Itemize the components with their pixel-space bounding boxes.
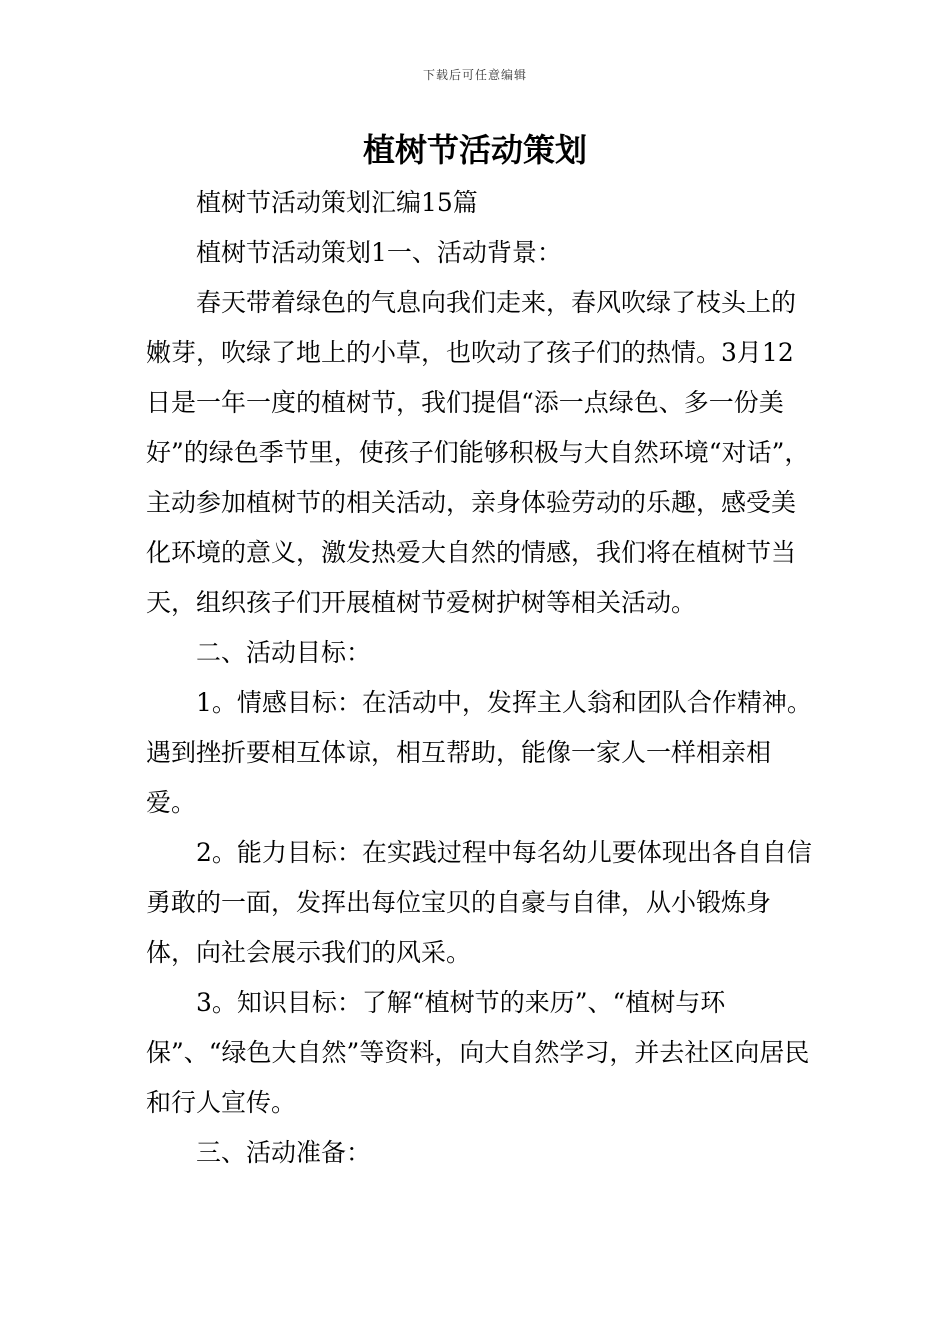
- paragraph: 1。情感目标：在活动中，发挥主人翁和团队合作精神。遇到挫折要相互体谅，相互帮助，能像一家人一样相亲相爱。: [146, 688, 812, 817]
- paragraph: 三、活动准备：: [196, 1138, 372, 1167]
- paragraph: 2。能力目标：在实践过程中每名幼儿要体现出各自自信勇敢的一面，发挥出每位宝贝的自豪与自律，从小锻炼身体，向社会展示我们的风采。: [146, 838, 812, 967]
- header-note: 下载后可任意编辑: [422, 68, 527, 82]
- paragraph: 植树节活动策划1一、活动背景：: [196, 238, 562, 267]
- paragraph: 3。知识目标：了解“植树节的来历”、“植树与环保”、“绿色大自然”等资料，向大自然学习，并去社区向居民和行人宣传。: [146, 988, 810, 1117]
- paragraph: 春天带着绿色的气息向我们走来，春风吹绿了枝头上的嫩芽，吹绿了地上的小草，也吹动了孩子们的热情。3月12日是一年一度的植树节，我们提倡“添一点绿色、多一份美好”的绿色季节里，使孩子们能够积极与大自然环境“对话”，主动参加植树节的相关活动，亲身体验劳动的乐趣，感受美化环境的意义，激发热爱大自然的情感，我们将在植树节当天，组织孩子们开展植树节爱树护树等相关活动。: [146, 288, 810, 617]
- paragraph: 二、活动目标：: [196, 638, 372, 667]
- paragraph: 植树节活动策划汇编15篇: [196, 188, 478, 217]
- document-title: 植树节活动策划: [362, 131, 587, 169]
- document-body: [146, 178, 818, 1178]
